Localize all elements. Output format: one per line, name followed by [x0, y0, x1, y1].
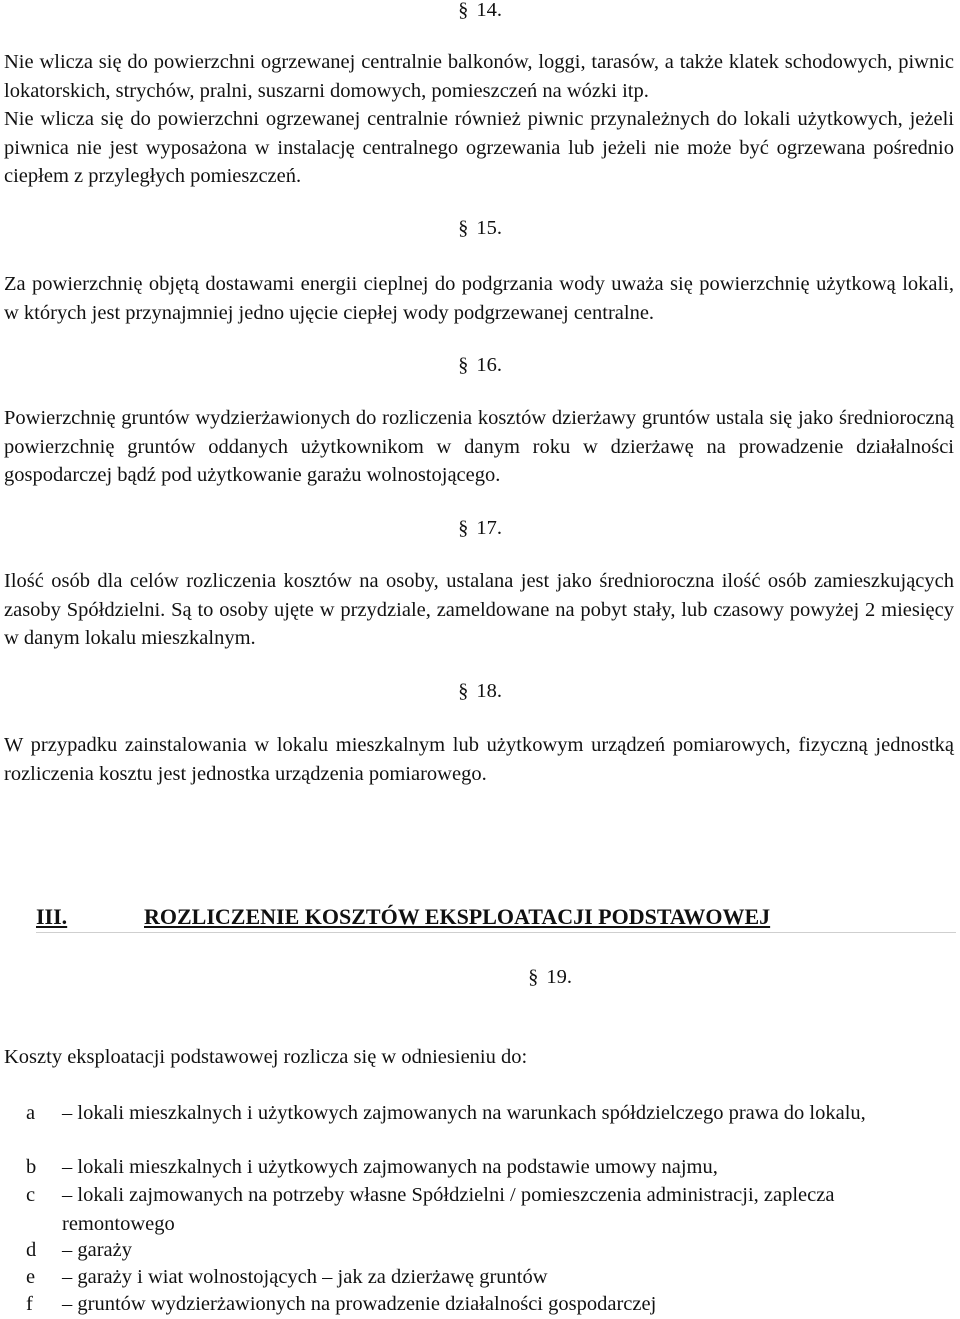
chapter-title: ROZLICZENIE KOSZTÓW EKSPLOATACJI PODSTAWOWEJ: [144, 904, 771, 929]
section-symbol: §: [458, 217, 469, 239]
section-17-heading: [0, 514, 960, 543]
section-symbol: §: [528, 966, 539, 988]
section-number: 15.: [476, 217, 502, 239]
list-marker: f: [26, 1293, 33, 1315]
paragraph-14a: Nie wlicza się do powierzchni ogrzewanej centralnie balkonów, loggi, tarasów, a także klatek schodowych, piwnic lokatorskich, strychów, pralni, suszarni domowych, pomieszczeń na wózki itp.: [4, 51, 954, 102]
list-item-text: – lokali mieszkalnych i użytkowych zajmowanych na warunkach spółdzielczego prawa do lokalu,: [62, 1102, 866, 1124]
section-19-heading: [70, 963, 960, 992]
section-number: 17.: [476, 517, 502, 539]
paragraph-15: Za powierzchnię objętą dostawami energii cieplnej do podgrzania wody uważa się powierzchnię użytkową lokali, w których jest przynajmniej jedno ujęcie ciepłej wody podgrzewanej centralne.: [4, 273, 954, 324]
paragraph-14b: Nie wlicza się do powierzchni ogrzewanej centralnie również piwnic przynależnych do lokali użytkowych, jeżeli piwnica nie jest wyposażona w instalację centralnego ogrzewania lub jeżeli nie może być ogrzewana pośrednio ciepłem z przyległych pomieszczeń.: [4, 108, 954, 187]
list-item: [26, 1099, 946, 1128]
chapter-number: III.: [36, 904, 68, 929]
list-marker: d: [26, 1239, 37, 1261]
list-item: [26, 1181, 946, 1238]
chapter-heading: [36, 902, 956, 933]
list-item-text: – gruntów wydzierżawionych na prowadzenie działalności gospodarczej: [62, 1293, 657, 1315]
section-14-heading: [0, 0, 960, 25]
list-marker: e: [26, 1266, 36, 1288]
paragraph-16: Powierzchnię gruntów wydzierżawionych do rozliczenia kosztów dzierżawy gruntów ustala się jako średnioroczną powierzchnię gruntów oddanych użytkownikom w danym roku w dzierżawę na prowadzenie działalności gospodarczej bądź pod użytkowanie garażu wolnostojącego.: [4, 407, 954, 486]
list-item-text: – garaży: [62, 1239, 132, 1261]
list-marker: c: [26, 1184, 36, 1206]
list-item-text: – garaży i wiat wolnostojących – jak za dzierżawę gruntów: [62, 1266, 548, 1288]
list-marker: b: [26, 1156, 37, 1178]
section-15-heading: [0, 214, 960, 243]
list-item: [26, 1290, 946, 1319]
section-symbol: §: [458, 0, 469, 21]
list-item-text: – lokali zajmowanych na potrzeby własne Spółdzielni / pomieszczenia administracji, zaplecza remontowego: [62, 1184, 835, 1235]
paragraph-17: Ilość osób dla celów rozliczenia kosztów na osoby, ustalana jest jako średnioroczna ilość osób zamieszkujących zasoby Spółdzielni. Są to osoby ujęte w przydziale, zameldowane na pobyt stały, lub czasowy powyżej 2 miesięcy w danym lokalu mieszkalnym.: [4, 570, 954, 649]
section-symbol: §: [458, 354, 469, 376]
paragraph-18: W przypadku zainstalowania w lokalu mieszkalnym lub użytkowym urządzeń pomiarowych, fizyczną jednostką rozliczenia kosztu jest jednostka urządzenia pomiarowego.: [4, 734, 954, 785]
list-item: [26, 1153, 946, 1182]
section-18-heading: [0, 677, 960, 706]
section-number: 19.: [546, 966, 572, 988]
list-item: [26, 1236, 946, 1265]
section-number: 14.: [476, 0, 502, 21]
list-marker: a: [26, 1102, 36, 1124]
section-16-heading: [0, 351, 960, 380]
section-symbol: §: [458, 680, 469, 702]
paragraph-19: Koszty eksploatacji podstawowej rozlicza się w odniesieniu do:: [4, 1046, 528, 1068]
list-item: [26, 1263, 946, 1292]
section-symbol: §: [458, 517, 469, 539]
section-number: 16.: [476, 354, 502, 376]
list-item-text: – lokali mieszkalnych i użytkowych zajmowanych na podstawie umowy najmu,: [62, 1156, 718, 1178]
section-number: 18.: [476, 680, 502, 702]
